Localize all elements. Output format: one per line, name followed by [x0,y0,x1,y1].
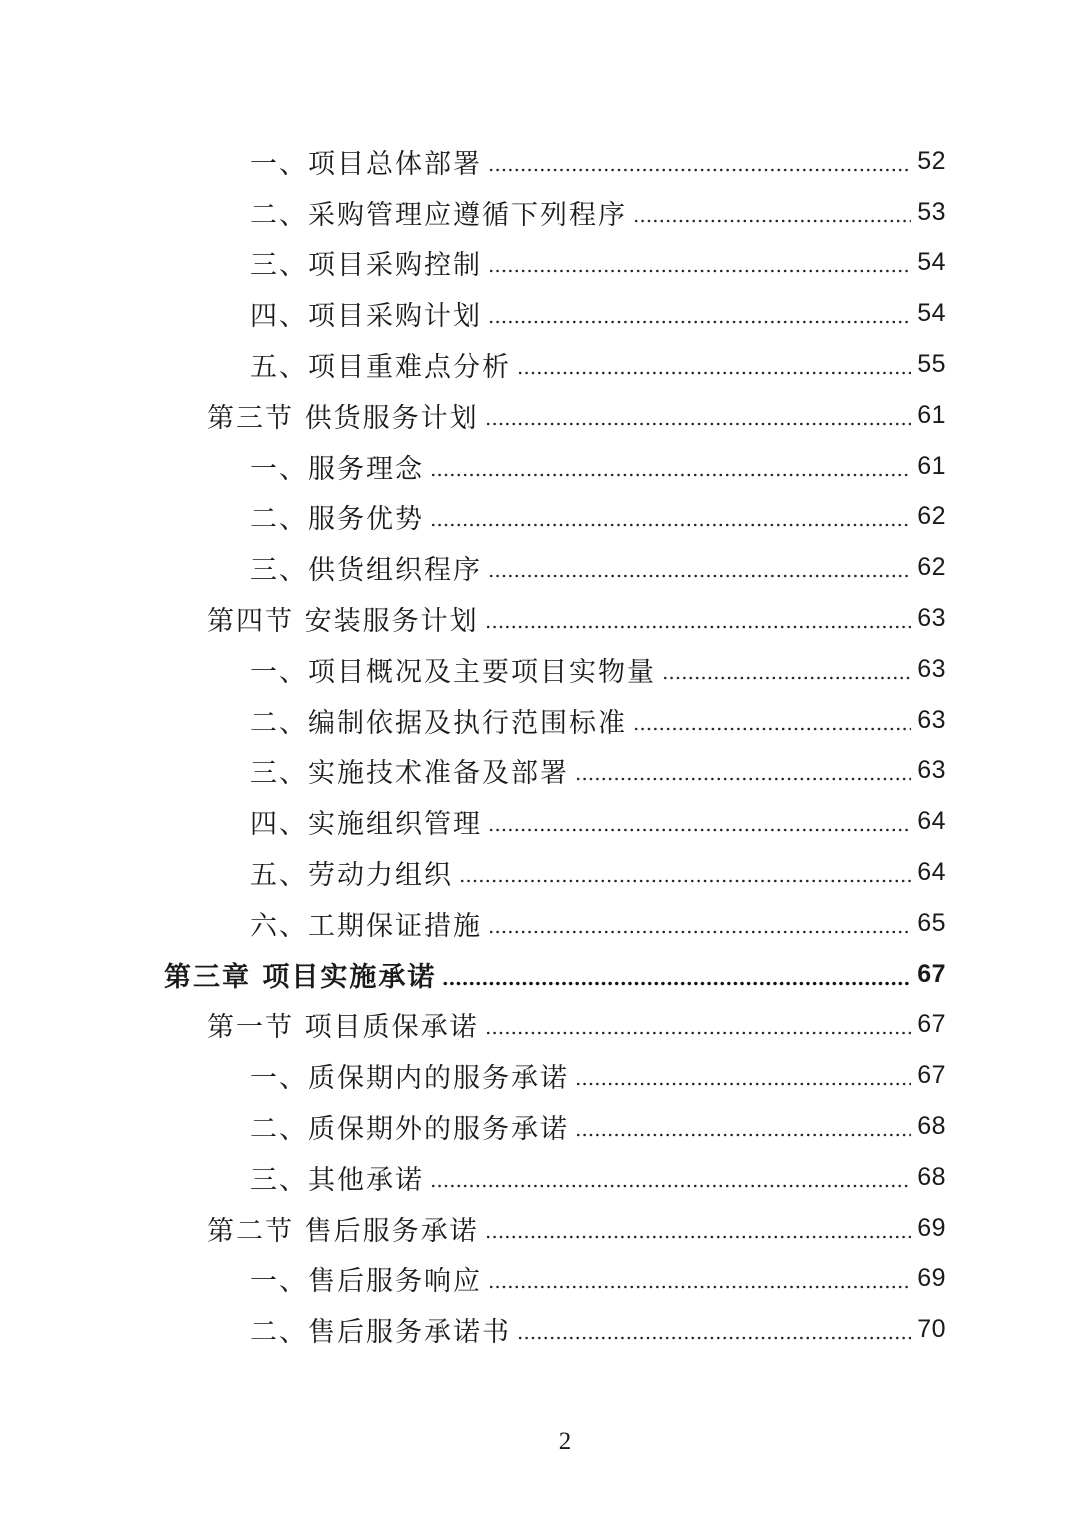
toc-entry[interactable] [0,288,1080,339]
toc-entry-title: 第二节 售后服务承诺 [207,1215,479,1247]
toc-entry-title: 四、项目采购计划 [250,301,482,333]
toc-entry[interactable] [0,339,1080,390]
toc-entry[interactable] [0,542,1080,593]
toc-entry[interactable] [0,492,1080,543]
toc-dot-leader [488,910,911,937]
toc-entry[interactable] [0,187,1080,238]
toc-dot-leader [488,808,911,835]
toc-entry-page: 68 [917,1162,946,1191]
toc-entry-title: 一、项目概况及主要项目实物量 [250,656,656,688]
toc-entry-title: 三、其他承诺 [250,1164,424,1196]
page-number: 2 [558,1428,572,1455]
toc-entry-title: 三、供货组织程序 [250,555,482,587]
toc-entry-page: 68 [917,1112,946,1141]
toc-entry-page: 63 [917,604,946,633]
toc-dot-leader [488,554,911,581]
toc-entry-page: 63 [917,756,946,785]
toc-entry-title: 三、实施技术准备及部署 [250,758,569,790]
toc-dot-leader [488,1265,911,1292]
toc-entry-title: 一、项目总体部署 [250,148,482,180]
toc-entry[interactable] [0,1254,1080,1305]
toc-entry[interactable] [0,441,1080,492]
table-of-contents [0,136,1080,1355]
toc-entry-title: 一、服务理念 [250,453,424,485]
toc-entry[interactable] [0,746,1080,797]
toc-dot-leader [485,1215,912,1242]
toc-entry-title: 一、质保期内的服务承诺 [250,1063,569,1095]
toc-entry[interactable] [0,1101,1080,1152]
toc-entry-title: 一、售后服务响应 [250,1266,482,1298]
toc-dot-leader [633,707,911,734]
toc-entry-page: 64 [917,858,946,887]
toc-entry-page: 61 [917,451,946,480]
toc-entry[interactable] [0,1152,1080,1203]
toc-dot-leader [488,249,911,276]
toc-dot-leader [442,961,911,988]
toc-entry[interactable] [0,593,1080,644]
toc-dot-leader [517,1316,911,1343]
toc-entry-page: 52 [917,146,946,175]
toc-entry[interactable] [0,238,1080,289]
toc-dot-leader [430,503,911,530]
toc-dot-leader [575,757,911,784]
toc-entry-page: 54 [917,299,946,328]
toc-entry-page: 53 [917,197,946,226]
toc-entry[interactable] [0,644,1080,695]
toc-entry-title: 二、编制依据及执行范围标准 [250,707,627,739]
toc-entry-page: 67 [917,959,946,988]
toc-entry-title: 二、质保期外的服务承诺 [250,1114,569,1146]
toc-entry[interactable] [0,695,1080,746]
toc-dot-leader [485,605,912,632]
toc-entry-page: 63 [917,705,946,734]
toc-entry[interactable] [0,949,1080,1000]
toc-entry-page: 54 [917,248,946,277]
toc-entry-title: 二、采购管理应遵循下列程序 [250,199,627,231]
toc-entry[interactable] [0,1203,1080,1254]
toc-entry[interactable] [0,898,1080,949]
toc-entry-page: 62 [917,502,946,531]
toc-dot-leader [517,351,911,378]
toc-entry-title: 三、项目采购控制 [250,250,482,282]
toc-entry-title: 第一节 项目质保承诺 [207,1012,479,1044]
toc-dot-leader [488,300,911,327]
toc-entry-page: 63 [917,654,946,683]
toc-entry-page: 67 [917,1010,946,1039]
toc-entry-title: 五、劳动力组织 [250,860,453,892]
toc-entry-page: 69 [917,1213,946,1242]
toc-entry[interactable] [0,136,1080,187]
toc-entry-title: 第三节 供货服务计划 [207,402,479,434]
toc-entry-title: 四、实施组织管理 [250,809,482,841]
toc-dot-leader [633,199,911,226]
toc-entry[interactable] [0,1050,1080,1101]
toc-entry[interactable] [0,1000,1080,1051]
toc-entry-title: 二、售后服务承诺书 [250,1317,511,1349]
toc-entry-page: 64 [917,807,946,836]
toc-entry-title: 第四节 安装服务计划 [207,606,479,638]
toc-dot-leader [430,1164,911,1191]
toc-dot-leader [485,1011,912,1038]
toc-dot-leader [662,656,911,683]
toc-entry-page: 69 [917,1264,946,1293]
toc-dot-leader [575,1113,911,1140]
toc-dot-leader [485,402,912,429]
toc-dot-leader [430,453,911,480]
toc-entry-page: 70 [917,1315,946,1344]
toc-entry[interactable] [0,390,1080,441]
toc-dot-leader [488,148,911,175]
toc-entry-page: 65 [917,908,946,937]
toc-dot-leader [459,859,911,886]
toc-entry-title: 五、项目重难点分析 [250,352,511,384]
toc-entry[interactable] [0,847,1080,898]
toc-entry-page: 61 [917,400,946,429]
toc-dot-leader [575,1062,911,1089]
toc-entry-title: 二、服务优势 [250,504,424,536]
toc-entry-page: 55 [917,350,946,379]
toc-entry-page: 62 [917,553,946,582]
toc-entry-page: 67 [917,1061,946,1090]
toc-entry[interactable] [0,1304,1080,1355]
toc-entry-title: 第三章 项目实施承诺 [164,961,437,993]
toc-entry[interactable] [0,796,1080,847]
toc-entry-title: 六、工期保证措施 [250,910,482,942]
